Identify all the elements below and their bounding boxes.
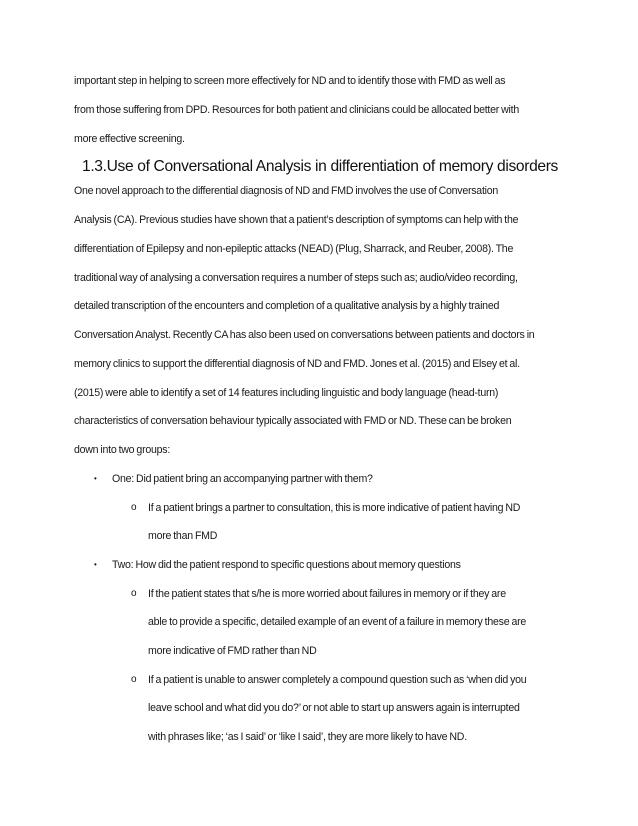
subitem-1-line-1: If a patient brings a partner to consultation, this is more indicative of patient having ND — [148, 502, 521, 514]
paragraph-line-5: detailed transcription of the encounters and completion of a qualitative analysis by a highly trained — [74, 300, 500, 312]
subbullet-marker-3: o — [131, 674, 137, 685]
subitem-2-line-1: If the patient states that s/he is more worried about failures in memory or if they are — [148, 588, 506, 600]
subitem-2-line-3: more indicative of FMD rather than ND — [148, 645, 317, 657]
section-heading: 1.3.Use of Conversational Analysis in differentiation of memory disorders — [82, 158, 559, 175]
paragraph-line-9: characteristics of conversation behaviour typically associated with FMD or ND. These can be broken — [74, 415, 512, 427]
subitem-3-line-1: If a patient is unable to answer completely a compound question such as ‘when did you — [148, 674, 527, 686]
paragraph-line-7: memory clinics to support the differential diagnosis of ND and FMD. Jones et al. (2015) and Elsey et al. — [74, 358, 520, 370]
paragraph-line-2: Analysis (CA). Previous studies have shown that a patient’s description of symptoms can help with the — [74, 214, 519, 226]
subitem-3-line-3: with phrases like; ‘as I said’ or ‘like I said’, they are more likely to have ND. — [148, 731, 467, 743]
bullet-marker-one: • — [94, 474, 97, 483]
subitem-1-line-2: more than FMD — [148, 530, 218, 542]
paragraph-line-1: One novel approach to the differential diagnosis of ND and FMD involves the use of Conversation — [74, 185, 499, 197]
bullet-item-one: One: Did patient bring an accompanying partner with them? — [112, 473, 373, 485]
paragraph-line-3: differentiation of Epilepsy and non-epileptic attacks (NEAD) (Plug, Sharrack, and Reuber, 2008). The — [74, 243, 514, 255]
paragraph-line-8: (2015) were able to identify a set of 14 features including linguistic and body language (head-turn) — [74, 387, 499, 399]
paragraph-line-10: down into two groups: — [74, 444, 171, 456]
subitem-3-line-2: leave school and what did you do?’ or not able to start up answers again is interrupted — [148, 702, 520, 714]
bullet-item-two: Two: How did the patient respond to specific questions about memory questions — [112, 559, 461, 571]
subbullet-marker-2: o — [131, 588, 137, 599]
subbullet-marker-1: o — [131, 502, 137, 513]
intro-line-3: more effective screening. — [74, 133, 185, 145]
intro-line-2: from those suffering from DPD. Resources for both patient and clinicians could be allocated better with — [74, 104, 519, 116]
subitem-2-line-2: able to provide a specific, detailed example of an event of a failure in memory these are — [148, 616, 527, 628]
paragraph-line-6: Conversation Analyst. Recently CA has also been used on conversations between patients and doctors in — [74, 329, 535, 341]
bullet-marker-two: • — [94, 560, 97, 569]
paragraph-line-4: traditional way of analysing a conversation requires a number of steps such as; audio/video recording, — [74, 272, 518, 284]
intro-line-1: important step in helping to screen more effectively for ND and to identify those with FMD as well as — [74, 75, 506, 87]
